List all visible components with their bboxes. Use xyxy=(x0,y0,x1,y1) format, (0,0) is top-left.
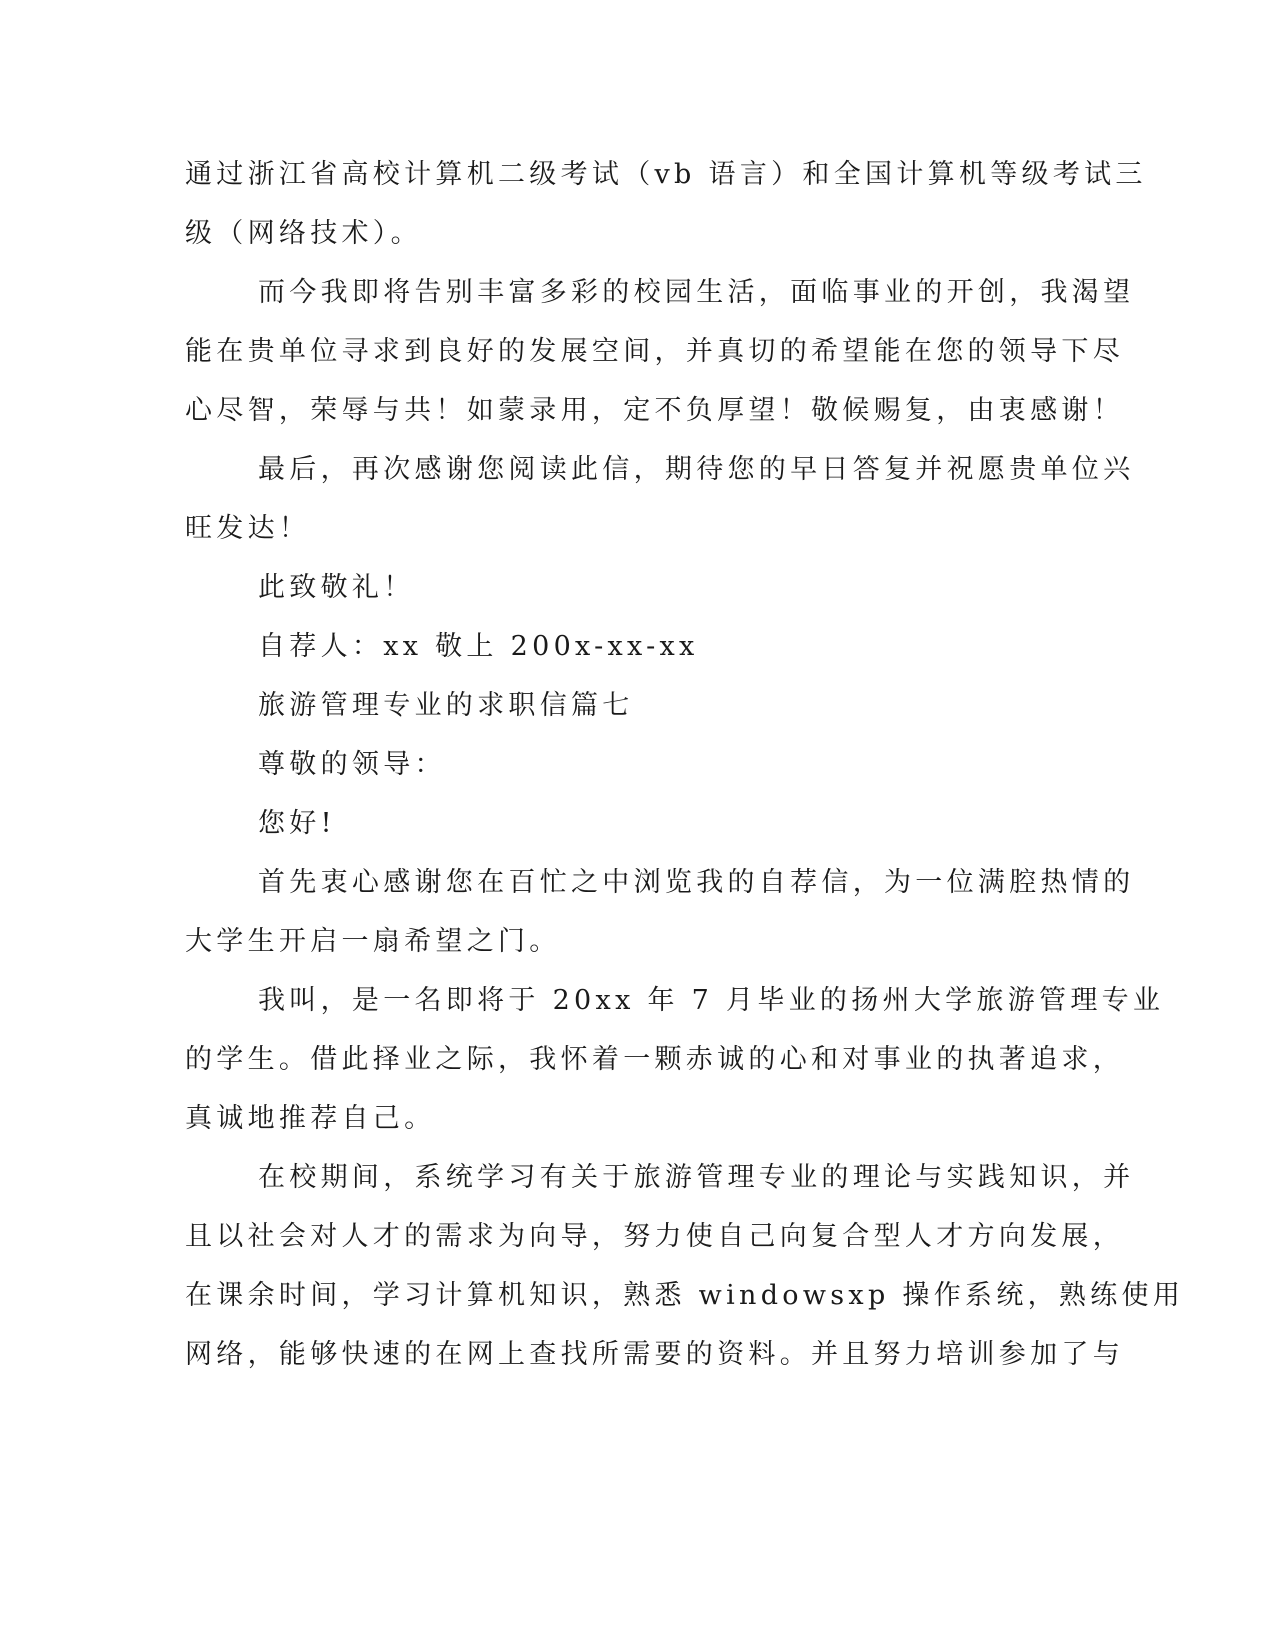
text-line: 真诚地推荐自己。 xyxy=(185,1103,436,1134)
paragraph-start-line: 我叫，是一名即将于 20xx 年 7 月毕业的扬州大学旅游管理专业 xyxy=(258,985,1165,1016)
paragraph-start-line: 在校期间，系统学习有关于旅游管理专业的理论与实践知识，并 xyxy=(258,1162,1135,1193)
text-line: 且以社会对人才的需求为向导，努力使自己向复合型人才方向发展， xyxy=(185,1221,1124,1252)
text-line: 网络，能够快速的在网上查找所需要的资料。并且努力培训参加了与 xyxy=(185,1339,1124,1370)
text-line: 心尽智，荣辱与共！如蒙录用，定不负厚望！敬候赐复，由衷感谢！ xyxy=(185,395,1124,426)
greeting: 您好! xyxy=(258,808,336,839)
section-title: 旅游管理专业的求职信篇七 xyxy=(258,690,634,721)
text-line: 旺发达！ xyxy=(185,513,311,544)
paragraph-start-line: 而今我即将告别丰富多彩的校园生活，面临事业的开创，我渴望 xyxy=(258,277,1135,308)
text-line: 在课余时间，学习计算机知识，熟悉 windowsxp 操作系统，熟练使用 xyxy=(185,1280,1185,1311)
paragraph-start-line: 首先衷心感谢您在百忙之中浏览我的自荐信，为一位满腔热情的 xyxy=(258,867,1135,898)
signature-line: 自荐人：xx 敬上 200x-xx-xx xyxy=(258,631,699,662)
text-line: 大学生开启一扇希望之门。 xyxy=(185,926,561,957)
text-line: 能在贵单位寻求到良好的发展空间，并真切的希望能在您的领导下尽 xyxy=(185,336,1124,367)
salutation: 尊敬的领导： xyxy=(258,749,446,780)
text-line: 级（网络技术）。 xyxy=(185,218,422,249)
text-line: 通过浙江省高校计算机二级考试（vb 语言）和全国计算机等级考试三 xyxy=(185,159,1147,190)
paragraph-start-line: 最后，再次感谢您阅读此信，期待您的早日答复并祝愿贵单位兴 xyxy=(258,454,1135,485)
text-line: 的学生。借此择业之际，我怀着一颗赤诚的心和对事业的执著追求， xyxy=(185,1044,1124,1075)
closing-salutation: 此致敬礼！ xyxy=(258,572,415,603)
